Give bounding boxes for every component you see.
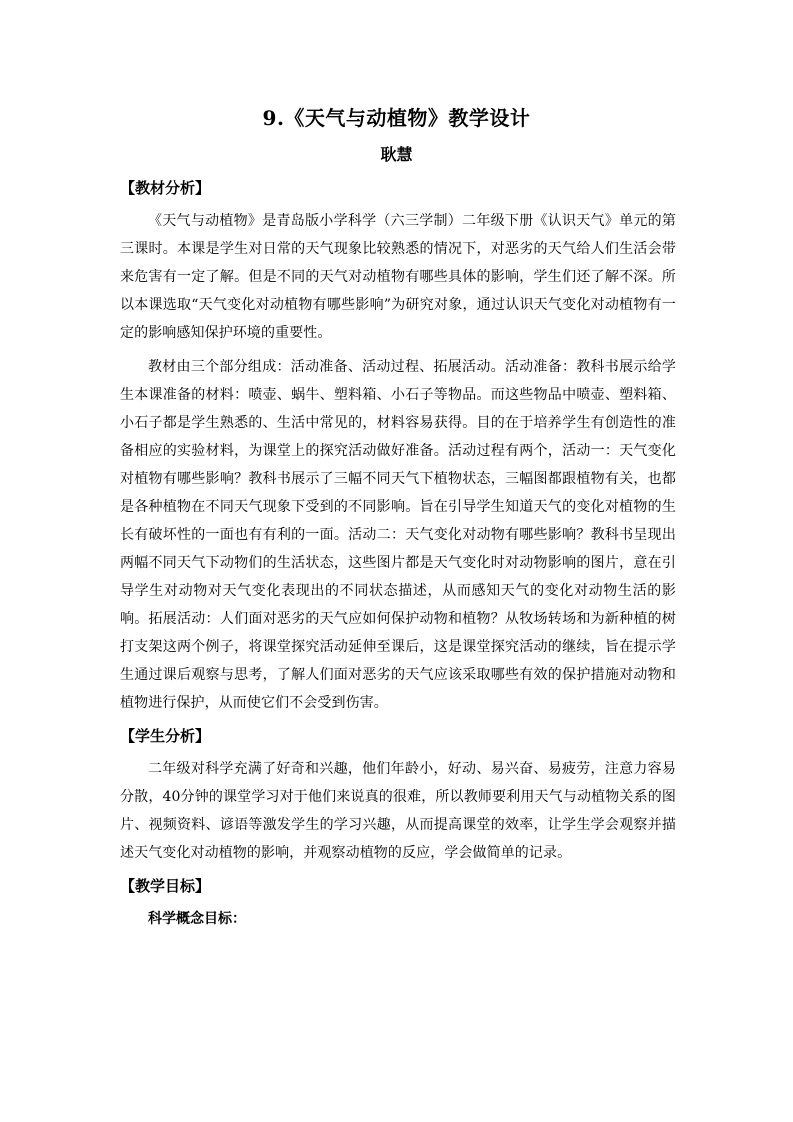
textbook-analysis-paragraph-1: 《天气与动植物》是青岛版小学科学（六三学制）二年级下册《认识天气》单元的第三课时。本课是学生对日常的天气现象比较熟悉的情况下，对恶劣的天气给人们生活会带来危害有一定了解。但是不同的天气对动植物有哪些具体的影响，学生们还了解不深。所以本课选取“天气变化对动植物有哪些影响”为研究对象，通过认识天气变化对动植物有一定的影响感知保护环境的重要性。 [120, 213, 676, 341]
section-heading-student-analysis: 【学生分析】 [120, 727, 211, 745]
document-title: 9.《天气与动植物》教学设计 [262, 106, 531, 130]
section-heading-textbook-analysis: 【教材分析】 [120, 179, 211, 197]
document-author: 耿慧 [380, 145, 413, 164]
section-heading-teaching-goals: 【教学目标】 [120, 877, 211, 895]
document-body [120, 175, 676, 933]
student-analysis-paragraph-1: 二年级对科学充满了好奇和兴趣，他们年龄小，好动、易兴奋、易疲劳，注意力容易分散，40分钟的课堂学习对于他们来说真的很难，所以教师要利用天气与动植物关系的图片、视频资料、谚语等激发学生的学习兴趣，从而提高课堂的效率，让学生学会观察并描述天气变化对动植物的影响，并观察动植物的反应，学会做简单的记录。 [120, 761, 676, 861]
textbook-analysis-paragraph-2: 教材由三个部分组成：活动准备、活动过程、拓展活动。活动准备：教科书展示给学生本课准备的材料：喷壶、蜗牛、塑料箱、小石子等物品。而这些物品中喷壶、塑料箱、小石子都是学生熟悉的、生活中常见的，材料容易获得。目的在于培养学生有创造性的准备相应的实验材料，为课堂上的探究活动做好准备。活动过程有两个，活动一：天气变化对植物有哪些影响？教科书展示了三幅不同天气下植物状态，三幅图都跟植物有关，也都是各种植物在不同天气现象下受到的不同影响。旨在引导学生知道天气的变化对植物的生长有破坏性的一面也有有利的一面。活动二：天气变化对动物有哪些影响？教科书呈现出两幅不同天气下动物们的生活状态，这些图片都是天气变化时对动物影响的图片，意在引导学生对动物对天气变化表现出的不同状态描述，从而感知天气的变化对动物生活的影响。拓展活动：人们面对恶劣的天气应如何保护动物和植物？从牧场转场和为新种植的树打支架这两个例子，将课堂探究活动延伸至课后，这是课堂探究活动的继续，旨在提示学生通过课后观察与思考，了解人们面对恶劣的天气应该采取哪些有效的保护措施对动物和植物进行保护，从而使它们不会受到伤害。 [120, 359, 676, 711]
teaching-goals-subheading-science-concepts: 科学概念目标： [148, 911, 246, 927]
